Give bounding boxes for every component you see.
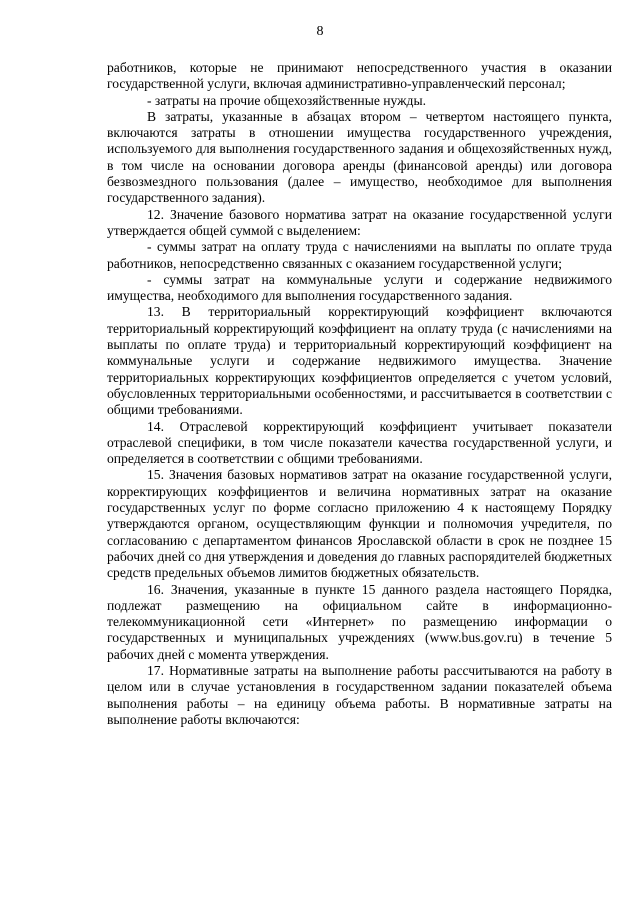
paragraph-list-item: - суммы затрат на оплату труда с начислениями на выплаты по оплате труда работников, непосредственно связанных с оказанием государственной услуги;	[107, 239, 612, 271]
paragraph-list-item: - суммы затрат на коммунальные услуги и содержание недвижимого имущества, необходимого для выполнения государственного задания.	[107, 271, 612, 304]
paragraph-item-13: 13. В территориальный корректирующий коэффициент включаются территориальный корректирующий коэффициент на оплату труда (с начислениями на выплаты по оплате труда) и территориальный корректирующий коэффициент на коммунальные услуги и содержание недвижимого имущества. Значение территориальных корректирующих коэффициентов определяется с учетом условий, обусловленных территориальными особенностями, и рассчитывается в соответствии с общими требованиями.	[107, 304, 612, 418]
page-number: 8	[316, 24, 324, 39]
paragraph-item-14: 14. Отраслевой корректирующий коэффициент учитывает показатели отраслевой специфики, в том числе показатели качества государственной услуги, и определяется в соответствии с общими требованиями.	[107, 418, 612, 467]
document-body	[107, 60, 612, 728]
paragraph-item-12: 12. Значение базового норматива затрат на оказание государственной услуги утверждается общей суммой с выделением:	[107, 206, 612, 238]
paragraph-list-item: - затраты на прочие общехозяйственные нужды.	[147, 92, 427, 108]
paragraph-item-15: 15. Значения базовых нормативов затрат на оказание государственной услуги, корректирующих коэффициентов и величина нормативных затрат на оказание государственных услуг по форме согласно приложению 4 к настоящему Порядку утверждаются органом, осуществляющим функции и полномочия учредителя, по согласованию с департаментом финансов Ярославской области в срок не позднее 15 рабочих дней со дня утверждения и доведения до главных распорядителей бюджетных средств предельных объемов лимитов бюджетных обязательств.	[107, 467, 612, 581]
paragraph: В затраты, указанные в абзацах втором – четвертом настоящего пункта, включаются затраты в отношении имущества государственного учреждения, используемого для выполнения государственного задания и общехозяйственных нужд, в том числе на основании договора аренды (финансовой аренды) или договора безвозмездного пользования (далее – имущество, необходимое для выполнения государственного задания).	[107, 108, 612, 206]
paragraph-item-16: 16. Значения, указанные в пункте 15 данного раздела настоящего Порядка, подлежат размещению на официальном сайте в информационно-телекоммуникационной сети «Интернет» по размещению информации о государственных и муниципальных учреждениях (www.bus.gov.ru) в течение 5 рабочих дней с момента утверждения.	[107, 581, 612, 662]
paragraph-item-17: 17. Нормативные затраты на выполнение работы рассчитываются на работу в целом или в случае установления в государственном задании показателей объема выполнения работы – на единицу объема работы. В нормативные затраты на выполнение работы включаются:	[107, 662, 612, 727]
paragraph-continuation: работников, которые не принимают непосредственного участия в оказании государственной услуги, включая административно-управленческий персонал;	[107, 60, 612, 92]
